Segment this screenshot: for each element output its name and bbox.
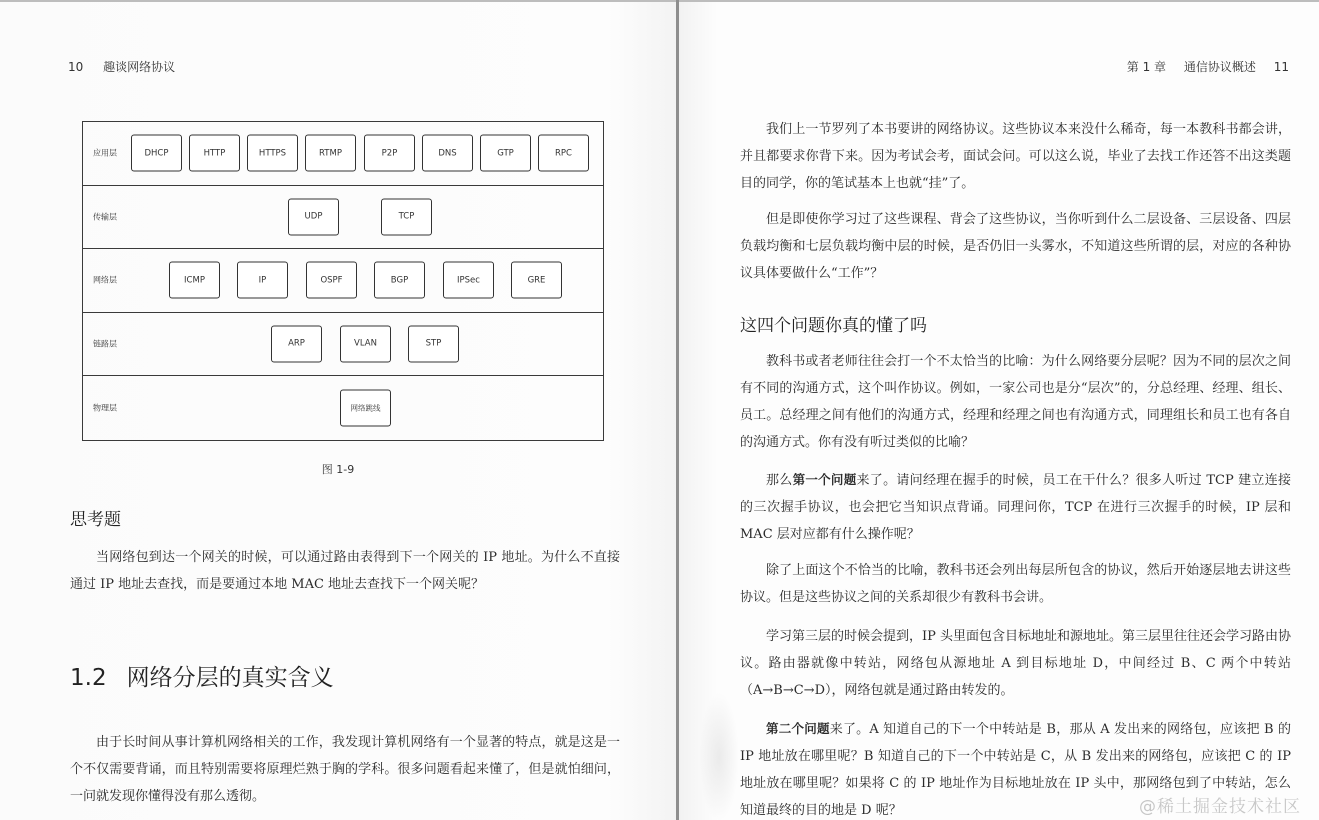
second-question-emphasis: 第二个问题 [766, 721, 830, 736]
think-paragraph: 当网络包到达一个网关的时候，可以通过路由表得到下一个网关的 IP 地址。为什么不直接通过 IP 地址去查找，而是要通过本地 MAC 地址去查找下一个网关呢？ [70, 550, 620, 592]
paragraph-3: 教科书或者老师往往会打一个不太恰当的比喻：为什么网络要分层呢？因为不同的层次之间有不同的沟通方式，这个叫作协议。例如，一家公司也是分“层次”的，分总经理、经理、组长、员工。总经理之间有他们的沟通方式，经理和经理之间也有沟通方式，同理组长和员工也有各自的沟通方式。你有没有听过类似的比喻？ [740, 354, 1291, 450]
protocol-box-gtp: GTP [480, 135, 531, 172]
paragraph-4-body: 来了。请问经理在握手的时候，员工在干什么？很多人听过 TCP 建立连接的三次握手协议，也会把它当知识点背诵。同理问你，TCP 在进行三次握手的时候，IP 层和 MAC 层对应都有什么操作呢？ [740, 473, 1291, 542]
protocol-box-ip: IP [237, 262, 288, 299]
protocol-box-stp: STP [408, 325, 459, 362]
protocol-box-udp: UDP [288, 198, 339, 235]
layer-physical [83, 376, 603, 440]
protocol-box-ipsec: IPSec [443, 262, 494, 299]
section-number: 1.2 [70, 665, 107, 691]
think-heading: 思考题 [70, 510, 121, 530]
protocol-box-icmp: ICMP [169, 262, 220, 299]
layer-link [83, 313, 603, 377]
layer-application [83, 122, 603, 186]
protocol-box-http: HTTP [189, 135, 240, 172]
layer-label: 物理层 [93, 403, 117, 413]
protocol-box-ospf: OSPF [306, 262, 357, 299]
protocol-box-gre: GRE [511, 262, 562, 299]
layer-label: 网络层 [93, 275, 117, 285]
figure-caption: 图 1-9 [321, 463, 355, 476]
paragraph-4-lead: 那么 [766, 473, 793, 488]
paragraph-1: 我们上一节罗列了本书要讲的网络协议。这些协议本来没什么稀奇，每一本教科书都会讲，并且都要求你背下来。因为考试会考，面试会问。可以这么说，毕业了去找工作还答不出这类题目的同学，你的笔试基本上也就“挂”了。 [740, 122, 1291, 191]
paragraph-7-body: 来了。A 知道自己的下一个中转站是 B，那从 A 发出来的网络包，应该把 B 的 IP 地址放在哪里呢？B 知道自己的下一个中转站是 C，从 B 发出来的网络包，应该把 C 的 IP 地址放在哪里呢？如果将 C 的 IP 地址作为目标地址放在 IP 头中，那网络包到了中转站，怎么知道最终的目的地是 D 呢？ [740, 722, 1291, 818]
left-page-number: 10 [68, 60, 84, 74]
paragraph-4 [740, 466, 1291, 548]
paragraph-5: 除了上面这个不恰当的比喻，教科书还会列出每层所包含的协议，然后开始逐层地去讲这些协议。但是这些协议之间的关系却很少有教科书会讲。 [740, 563, 1291, 605]
paragraph-2: 但是即使你学习过了这些课程、背会了这些协议，当你听到什么二层设备、三层设备、四层负载均衡和七层负载均衡中层的时候，是否仍旧一头雾水，不知道这些所谓的层，对应的各种协议具体要做什么“工作”？ [740, 212, 1291, 281]
right-page [679, 2, 1319, 820]
protocol-box-vlan: VLAN [340, 325, 391, 362]
protocol-box-dhcp: DHCP [131, 135, 182, 172]
section-title: 网络分层的真实含义 [126, 665, 334, 691]
protocol-box-rpc: RPC [538, 135, 589, 172]
protocol-box-tcp: TCP [381, 198, 432, 235]
section-paragraph: 由于长时间从事计算机网络相关的工作，我发现计算机网络有一个显著的特点，就是这是一个不仅需要背诵，而且特别需要将原理烂熟于胸的学科。很多问题看起来懂了，但是就怕细问，一问就发现你懂得没有那么透彻。 [70, 735, 620, 804]
protocol-box-rtmp: RTMP [305, 135, 356, 172]
right-page-number: 11 [1273, 60, 1289, 74]
protocol-layer-diagram [82, 121, 604, 441]
section-heading [70, 659, 334, 692]
subsection-heading: 这四个问题你真的懂了吗 [740, 316, 927, 336]
chapter-label: 第 1 章 [1126, 60, 1167, 74]
right-running-head [1127, 58, 1289, 75]
page-scan-smudge [699, 692, 739, 820]
layer-label: 传输层 [93, 212, 117, 222]
watermark: @稀土掘金技术社区 [1139, 797, 1301, 817]
protocol-box-https: HTTPS [247, 135, 298, 172]
layer-label: 链路层 [93, 339, 117, 349]
protocol-box-arp: ARP [271, 325, 322, 362]
protocol-box-bgp: BGP [374, 262, 425, 299]
paragraph-6: 学习第三层的时候会提到，IP 头里面包含目标地址和源地址。第三层里往往还会学习路由协议。路由器就像中转站，网络包从源地址 A 到目标地址 D，中间经过 B、C 两个中转站（A→B→C→D），网络包就是通过路由转发的。 [740, 629, 1292, 698]
layer-network [83, 249, 603, 313]
first-question-emphasis: 第一个问题 [792, 472, 857, 487]
chapter-title: 通信协议概述 [1183, 60, 1256, 74]
left-running-head [68, 58, 175, 75]
protocol-box-patch-cable: 网络跳线 [340, 389, 391, 426]
layer-label: 应用层 [93, 148, 117, 158]
left-page [0, 2, 676, 820]
layer-transport [83, 186, 603, 250]
protocol-box-dns: DNS [422, 135, 473, 172]
book-title: 趣谈网络协议 [103, 60, 176, 74]
protocol-box-p2p: P2P [364, 135, 415, 172]
